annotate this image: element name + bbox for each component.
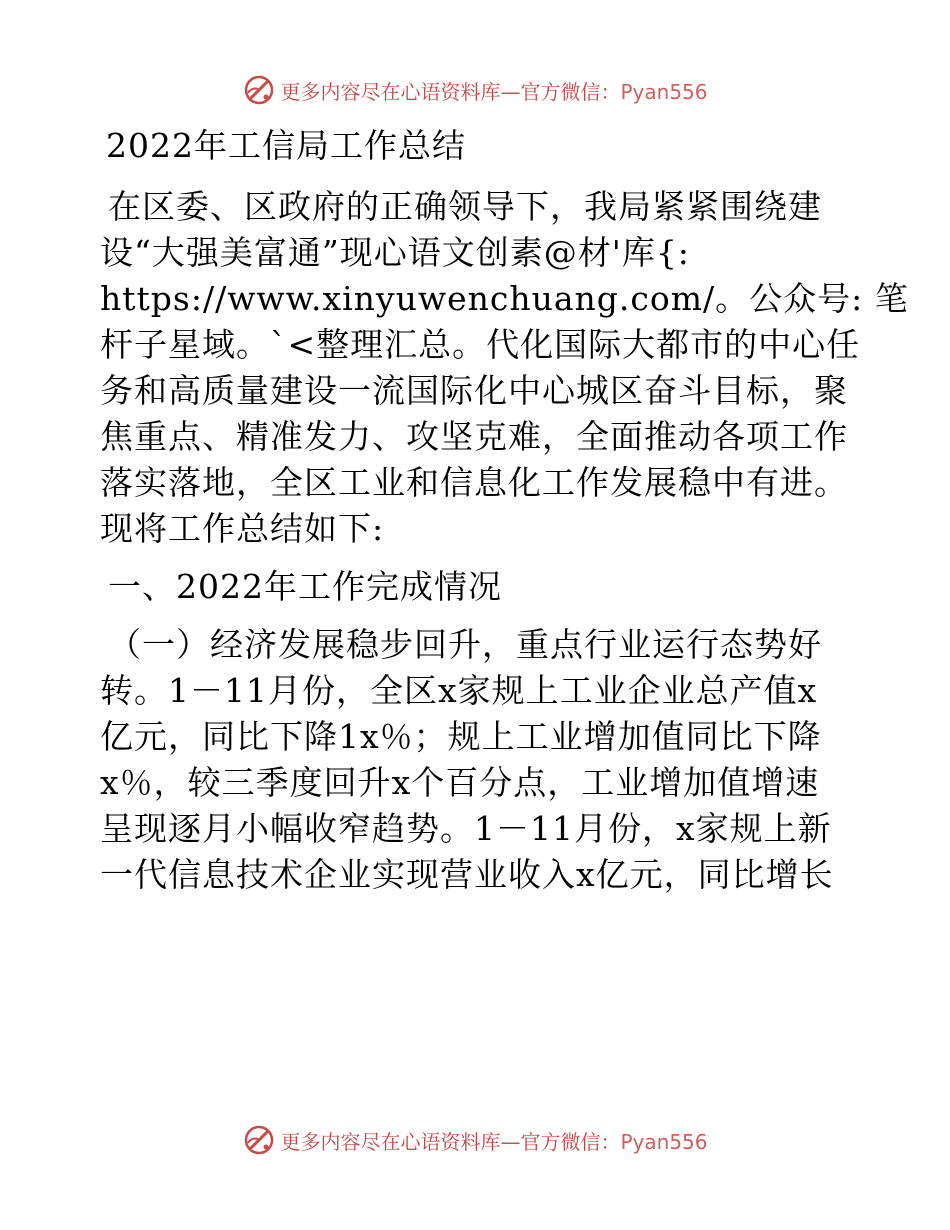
watermark-header bbox=[0, 70, 950, 110]
watermark-official-label: 官方微信： bbox=[520, 1129, 621, 1154]
watermark-dash: — bbox=[500, 79, 521, 104]
paragraph-line: 呈现逐月小幅收窄趋势。1－11月份，x家规上新 bbox=[100, 809, 832, 848]
paragraph-line: 现将工作总结如下: bbox=[100, 509, 385, 548]
paragraph-line: 亿元，同比下降1x％；规上工业增加值同比下降 bbox=[100, 717, 822, 756]
watermark-site-name: 更多内容尽在心语资料库 bbox=[280, 1129, 501, 1154]
watermark-footer bbox=[0, 1120, 950, 1160]
intro-paragraph bbox=[100, 184, 909, 552]
watermark-dash: — bbox=[500, 1129, 521, 1154]
watermark-official-label: 官方微信： bbox=[520, 79, 621, 104]
paragraph-line: x％，较三季度回升x个百分点，工业增加值增速 bbox=[100, 763, 820, 802]
paragraph-line: https://www.xinyuwenchuang.com/。公众号: 笔 bbox=[100, 279, 909, 318]
section-heading: 一、2022年工作完成情况 bbox=[108, 567, 502, 606]
pen-seal-icon bbox=[242, 73, 276, 107]
watermark-wechat-id: Pyan556 bbox=[620, 79, 708, 104]
watermark-text bbox=[280, 1126, 707, 1155]
paragraph-line: 一代信息技术企业实现营业收入x亿元，同比增长 bbox=[100, 855, 834, 894]
document-body bbox=[100, 123, 909, 898]
section1-paragraph bbox=[100, 622, 855, 898]
watermark-site-name: 更多内容尽在心语资料库 bbox=[280, 79, 501, 104]
paragraph-line: 设“大强美富通”现心语文创素@材'库{: bbox=[100, 233, 690, 272]
watermark-wechat-id: Pyan556 bbox=[620, 1129, 708, 1154]
paragraph-line: 务和高质量建设一流国际化中心城区奋斗目标，聚 bbox=[100, 371, 848, 410]
paragraph-line: 焦重点、精准发力、攻坚克难，全面推动各项工作 bbox=[100, 417, 848, 456]
watermark-text bbox=[280, 76, 707, 105]
pen-seal-icon bbox=[242, 1123, 276, 1157]
paragraph-line: 落实落地，全区工业和信息化工作发展稳中有进。 bbox=[100, 463, 848, 502]
document-title: 2022年工信局工作总结 bbox=[106, 126, 466, 165]
paragraph-line: 转。1－11月份，全区x家规上工业企业总产值x bbox=[100, 671, 818, 710]
paragraph-line: （一）经济发展稳步回升，重点行业运行态势好 bbox=[108, 625, 822, 664]
paragraph-line: 在区委、区政府的正确领导下，我局紧紧围绕建 bbox=[108, 187, 822, 226]
paragraph-line: 杆子星域。`<整理汇总。代化国际大都市的中心任 bbox=[100, 325, 861, 364]
